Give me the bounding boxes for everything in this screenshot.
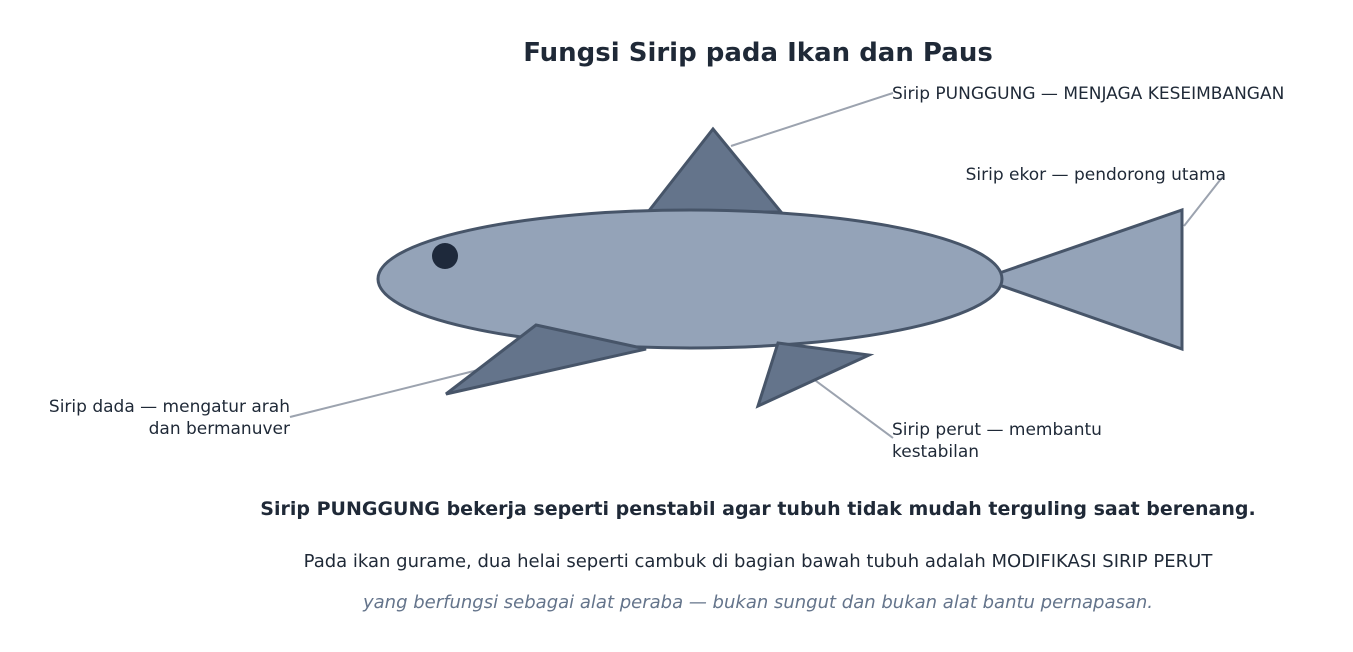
- dorsal-fin-label: Sirip PUNGGUNG — MENJAGA KESEIMBANGAN: [892, 84, 1285, 104]
- pelvic-fin-label-line1: Sirip perut — membantu: [892, 420, 1102, 440]
- tail-fin-label: Sirip ekor — pendorong utama: [965, 165, 1226, 185]
- pelvic-fin: [758, 343, 869, 406]
- pectoral-fin-label-line2: dan bermanuver: [148, 419, 290, 439]
- dorsal-fin: [648, 129, 781, 212]
- pectoral-fin-label-line1: Sirip dada — mengatur arah: [48, 397, 290, 417]
- caption-line2: Pada ikan gurame, dua helai seperti cambuk di bagian bawah tubuh adalah MODIFIKASI SIRIP PERUT: [303, 551, 1213, 572]
- dorsal-fin-leader: [731, 93, 893, 146]
- caption-main: Sirip PUNGGUNG bekerja seperti penstabil agar tubuh tidak mudah terguling saat berenang.: [260, 498, 1256, 520]
- fish-body: [378, 210, 1002, 348]
- pelvic-fin-leader: [812, 378, 893, 438]
- caption-line3: yang berfungsi sebagai alat peraba — bukan sungut dan bukan alat bantu pernapasan.: [362, 592, 1154, 613]
- pelvic-fin-label-line2: kestabilan: [892, 442, 980, 462]
- tail-fin: [982, 210, 1182, 349]
- diagram-title: Fungsi Sirip pada Ikan dan Paus: [523, 38, 993, 68]
- fish-eye: [432, 243, 458, 269]
